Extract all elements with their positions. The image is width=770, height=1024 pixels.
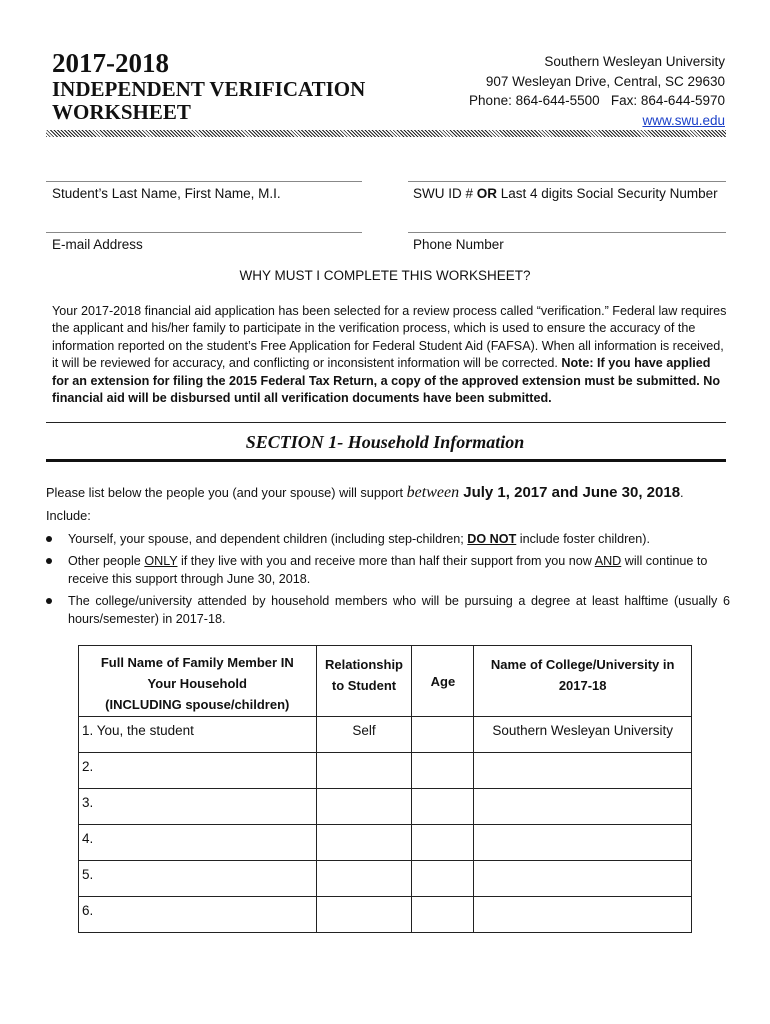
header-college-line1: Name of College/University in: [490, 657, 675, 672]
student-name-line[interactable]: [46, 181, 362, 182]
intro-end: .: [680, 485, 684, 500]
why-body: Your 2017-2018 financial aid application has been selected for a review process called “verification.” Federal law requires the applicant and his/her family to participate in the verification process, which is used to ensure the accuracy of the information reported on the student’s Free Application for Federal Student Aid (FAFSA). When all information is received, it will be reviewed for accuracy, and conflicting or inconsistent information will be corrected.: [52, 304, 727, 371]
cell-college[interactable]: [474, 825, 692, 861]
table-row: [79, 717, 692, 753]
bullet-icon: [46, 558, 52, 564]
table-row: [79, 825, 692, 861]
intro-between: between: [406, 484, 460, 501]
swu-id-label: [413, 186, 718, 201]
cell-name[interactable]: 3.: [79, 789, 317, 825]
cell-college[interactable]: [474, 753, 692, 789]
header-name-line3: (INCLUDING spouse/children): [105, 697, 290, 712]
intro-dates: July 1, 2017 and June 30, 2018: [459, 484, 681, 501]
cell-age[interactable]: [412, 825, 474, 861]
intro-text: Please list below the people you (and your spouse) will support: [46, 485, 407, 500]
swu-id-suffix: Last 4 digits Social Security Number: [497, 186, 718, 201]
cell-age[interactable]: [412, 789, 474, 825]
section-1-title: SECTION 1- Household Information: [245, 432, 525, 452]
section-intro: [46, 484, 684, 502]
cell-relationship[interactable]: Self: [316, 717, 412, 753]
header-college-line2: 2017-18: [558, 678, 607, 693]
university-address: 907 Wesleyan Drive, Central, SC 29630: [485, 73, 725, 89]
swu-id-line[interactable]: [408, 181, 726, 182]
table-row: [79, 861, 692, 897]
contact-block: [469, 52, 725, 130]
phone-line[interactable]: [408, 232, 726, 233]
table-row: [79, 789, 692, 825]
bullet2-text-c: if they live with you and receive more than half their support from you now: [177, 554, 595, 568]
header-name-line2: Your Household: [147, 676, 247, 691]
title-line-2: WORKSHEET: [52, 100, 191, 124]
header-rel-line1: Relationship: [324, 657, 403, 672]
bullet2-text-d: AND: [594, 554, 622, 568]
cell-name[interactable]: 6.: [79, 897, 317, 933]
bullet3-text: The college/university attended by household members who will be pursuing a degree at least halftime (usually 6 hours/semester) in 2017-18.: [68, 594, 730, 626]
cell-relationship[interactable]: [316, 789, 412, 825]
cell-relationship[interactable]: [316, 753, 412, 789]
bullet2-text-b: ONLY: [144, 554, 178, 568]
bullet-icon: [46, 598, 52, 604]
bullet1-text-c: include foster children).: [516, 532, 650, 546]
email-line[interactable]: [46, 232, 362, 233]
cell-college[interactable]: [474, 789, 692, 825]
cell-relationship[interactable]: [316, 861, 412, 897]
header-divider: [46, 130, 726, 137]
list-item: [46, 592, 730, 628]
header-full-name: [79, 646, 317, 717]
website-link[interactable]: www.swu.edu: [642, 112, 725, 128]
page-title: [52, 48, 365, 124]
why-note: Note: If you have applied for an extension for filing the 2015 Federal Tax Return, a copy of the approved extension must be submitted. No financial aid will be disbursed until all verification documents have been submitted.: [52, 356, 721, 406]
title-year: 2017-2018: [52, 48, 169, 78]
header-college: [474, 646, 692, 717]
cell-relationship[interactable]: [316, 897, 412, 933]
cell-college[interactable]: [474, 861, 692, 897]
title-line-1: INDEPENDENT VERIFICATION: [52, 77, 366, 101]
cell-age[interactable]: [412, 753, 474, 789]
swu-id-or: OR: [476, 186, 498, 201]
header-rel-line2: to Student: [331, 678, 397, 693]
university-phone-fax: Phone: 864-644-5500 Fax: 864-644-5970: [469, 93, 725, 108]
cell-name[interactable]: 5.: [79, 861, 317, 897]
cell-name[interactable]: 4.: [79, 825, 317, 861]
student-name-label: Student’s Last Name, First Name, M.I.: [52, 186, 281, 201]
section-rule-bottom: [46, 459, 726, 462]
why-paragraph: [52, 303, 728, 407]
header-relationship: [316, 646, 412, 717]
bullet1-text-b: DO NOT: [467, 532, 517, 546]
header-name-line1: Full Name of Family Member IN: [100, 655, 294, 670]
phone-label: Phone Number: [413, 237, 504, 252]
bullet2-text-a: Other people: [68, 554, 145, 568]
header-age: [412, 646, 474, 717]
list-item: [46, 552, 730, 588]
table-row: [79, 897, 692, 933]
swu-id-prefix: SWU ID #: [413, 186, 477, 201]
email-label: E-mail Address: [52, 237, 143, 252]
include-label: Include:: [46, 508, 91, 523]
cell-age[interactable]: [412, 897, 474, 933]
table-row: [79, 753, 692, 789]
bullet2-text-e: will continue to receive this support through June 30, 2018.: [68, 554, 708, 586]
section-rule-top: [46, 422, 726, 423]
list-item: [46, 530, 730, 548]
why-heading: WHY MUST I COMPLETE THIS WORKSHEET?: [239, 268, 531, 283]
header-age-label: Age: [430, 674, 456, 689]
cell-relationship[interactable]: [316, 825, 412, 861]
university-name: Southern Wesleyan University: [544, 54, 725, 69]
cell-name[interactable]: 2.: [79, 753, 317, 789]
table-header-row: [79, 646, 692, 717]
bullet1-text-a: Yourself, your spouse, and dependent children (including step-children;: [68, 532, 468, 546]
cell-college[interactable]: [474, 897, 692, 933]
household-table: [78, 645, 692, 933]
bullet-icon: [46, 536, 52, 542]
cell-age[interactable]: [412, 717, 474, 753]
cell-college[interactable]: Southern Wesleyan University: [474, 717, 692, 753]
cell-name[interactable]: 1. You, the student: [79, 717, 317, 753]
include-list: [46, 530, 730, 632]
cell-age[interactable]: [412, 861, 474, 897]
